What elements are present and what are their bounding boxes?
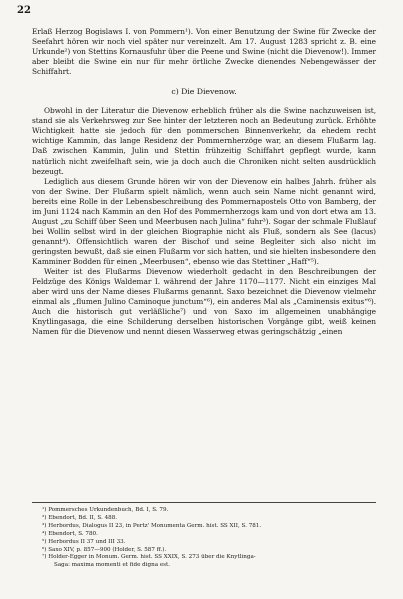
section-heading: c) Die Dievenow.	[171, 87, 237, 97]
footnote: ⁶) Saxo XIV, p. 857—900 (Holder, S. 587 ff.).	[42, 546, 167, 553]
footnote: ¹) Pommersches Urkundenbuch, Bd. I, S. 79.	[42, 507, 169, 513]
footnote: ²) Ebendort, Bd. II, S. 488.	[42, 514, 118, 521]
footnote: ⁵) Herbordus II 37 und III 33.	[42, 538, 126, 545]
paragraph: Weiter ist des Flußarms Dievenow wiederholt gedacht in den Beschreibungen der Feldzüge des Königs Waldemar I. während der Jahre 1170—1177. Nicht ein einziges Mal aber wird uns der Name dieses Flußarms genannt. Saxo bezeichnet die Dievenow vielmehr einmal als „flumen Julino Caminoque junctum“⁶), ein anderes Mal als „Caminensis exitus“⁶). Auch die historisch gut verläßliche⁷) und von Saxo im allgemeinen unabhängige Knytlingasaga, die eine Schilderung derselben historischen Vorgänge gibt, weiß keinen Namen für die Dievenow und nennt diesen Wasserweg etwas geringschätzig „einen	[32, 267, 376, 337]
footnote: ³) Herbordus, Dialogus II 23, in Pertz' Monumenta Germ. hist. SS XII, S. 781.	[42, 522, 262, 529]
paragraph: Lediglich aus diesem Grunde hören wir von der Dievenow ein halbes Jahrh. früher als von der Swine. Der Flußarm spielt nämlich, wenn auch sein Name nicht genannt wird, bereits eine Rolle in der Lebensbeschreibung des Pommernapostels Otto von Bamberg, der im Juni 1124 nach Kammin an den Hof des Pommernherzogs kam und von dort etwa am 13. August „zu Schiff über Seen und Meerbusen nach Julina“ fuhr³). Sogar der schmale Flußlauf bei Wollin selbst wird in der gleichen Biographie nicht als Fluß, sondern als See (lacus) genannt⁴). Offensichtlich waren der Bischof und seine Begleiter sich also nicht im geringsten bewußt, daß sie einen Flußarm vor sich hatten, und sie hielten insbesondere den Kamminer Bodden für einen „Meerbusen“, ebenso wie das Stettiner „Haff“⁵).	[32, 176, 376, 266]
footnote: ⁷) Holder-Egger in Monum. Germ. hist. SS XXIX, S. 273 über die Knytlinga-	[42, 554, 256, 561]
paragraph-top: Erlaß Herzog Bogislaws I. von Pommern¹). Von einer Benutzung der Swine für Zwecke der Seefahrt hören wir noch viel später nur vereinzelt. Am 17. August 1283 spricht z. B. eine Urkunde²) von Stettins Kornausfuhr über die Peene und Swine (nicht die Dievenow!). Immer aber bleibt die Swine ein nur für mehr örtliche Zwecke dienendes Nebengewässer der Schiffahrt.	[32, 27, 376, 77]
footnote-continuation: Saga: maxima momenti et fide digna est.	[54, 562, 171, 569]
paragraph: Obwohl in der Literatur die Dievenow erheblich früher als die Swine nachzuweisen ist, stand sie als Verkehrsweg zur See hinter der letzteren noch an Bedeutung zurück. Erhöhte Wichtigkeit hatte sie jedoch für den pommerschen Binnenverkehr, da ehedem recht wichtige Kammin, das lange Residenz der Pommernherzöge war, an diesem Flußarm lag. Daß zwischen Kammin, Julin und Stettin frühzeitig Schiffahrt gepflegt wurde, kann natürlich nicht zweifelhaft sein, wie ja doch auch die Chroniken nicht selten ausdrücklich bezeugt.	[32, 106, 376, 176]
page-number: 22	[17, 5, 31, 16]
page-body	[32, 27, 376, 337]
footnote: ⁴) Ebendort, S. 780.	[42, 530, 98, 537]
footnotes	[32, 502, 376, 570]
